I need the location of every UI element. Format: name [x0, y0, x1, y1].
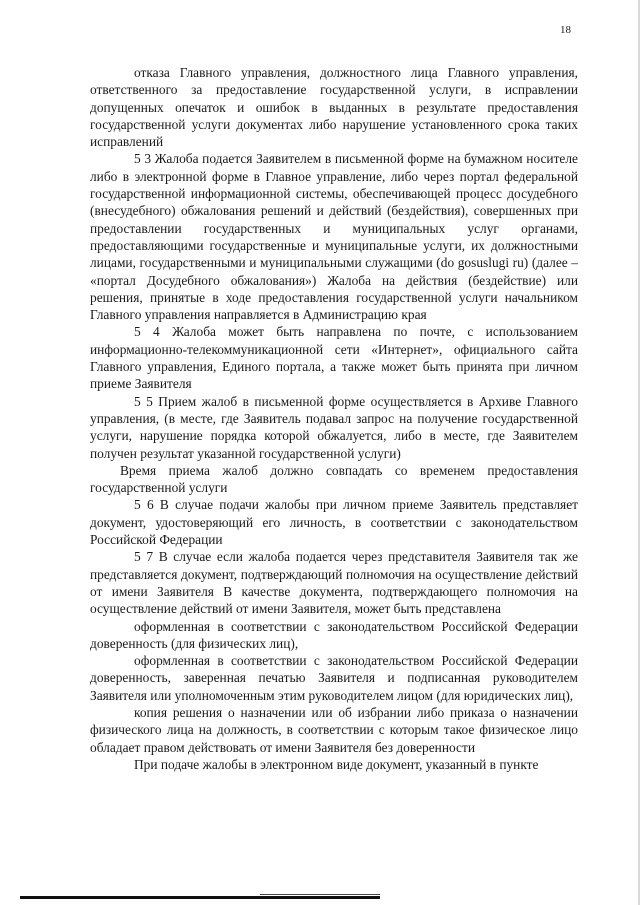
paragraph-5-4: 5 4 Жалоба может быть направлена по почте, с использованием информационно-телекоммуникационной сети «Интернет», официального сайта Главного управления, Единого портала, а также может быть принята при личном приеме Заявителя — [90, 324, 578, 392]
list-item-appointment-copy: копия решения о назначении или об избрании либо приказа о назначении физического лица на должность, в соответствии с которым такое физическое лицо обладает правом действовать от имени Заявителя без доверенности — [90, 704, 578, 755]
scan-artifact-line — [20, 896, 380, 899]
list-item-legal-entity-power: оформленная в соответствии с законодательством Российской Федерации доверенность, заверенная печатью Заявителя и подписанная руководителем Заявителя или уполномоченным этим руководителем лицом (для юридических лиц), — [90, 653, 578, 703]
paragraph-5-3: 5 3 Жалоба подается Заявителем в письменной форме на бумажном носителе либо в электронной форме в Главное управление, либо через портал федеральной государственной информационной системы, обеспечивающей процесс досудебного (внесудебного) обжалования решений и действий (бездействия), совершенных при предоставлении государственных и муниципальных услуг органами, предоставляющими государственные и муниципальные услуги, их должностными лицами, государственными и муниципальными служащими (do gosuslugi ru) (далее – «портал Досудебного обжалования») Жалоба на действия (бездействие) или решения, принятые в ходе предоставления государственной услуги начальником Главного управления направляется в Администрацию края — [90, 151, 578, 323]
page-number: 18 — [560, 24, 571, 36]
paragraph-5-7: 5 7 В случае если жалоба подается через представителя Заявителя так же представляется документ, подтверждающий полномочия на осуществление действий от имени Заявителя В качестве документа, подтверждающего полномочия на осуществление действий от имени Заявителя, может быть представлена — [90, 549, 578, 617]
scan-artifact-line-thin — [260, 894, 380, 895]
paragraph-refusal: отказа Главного управления, должностного лица Главного управления, ответственного за предоставление государственной услуги, в исправлении допущенных опечаток и ошибок в выданных в результате предоставления государственной услуги документах либо нарушение установленного срока таких исправлений — [90, 65, 578, 150]
paragraph-electronic-submission: При подаче жалобы в электронном виде документ, указанный в пункте — [134, 756, 539, 772]
paragraph-5-5: 5 5 Прием жалоб в письменной форме осуществляется в Архиве Главного управления, (в месте, где Заявитель подавал запрос на получение государственной услуги, нарушение порядка которой обжалуется, либо в месте, где Заявителем получен результат указанной государственной услуги) — [90, 393, 578, 461]
list-item-individual-power: оформленная в соответствии с законодательством Российской Федерации доверенность (для физических лиц), — [90, 618, 578, 651]
paragraph-5-6: 5 6 В случае подачи жалобы при личном приеме Заявитель представляет документ, удостоверяющий его личность, в соответствии с законодательством Российской Федерации — [90, 497, 578, 548]
document-body — [90, 64, 578, 773]
paragraph-reception-time: Время приема жалоб должно совпадать со временем предоставления государственной услуги — [90, 462, 578, 496]
